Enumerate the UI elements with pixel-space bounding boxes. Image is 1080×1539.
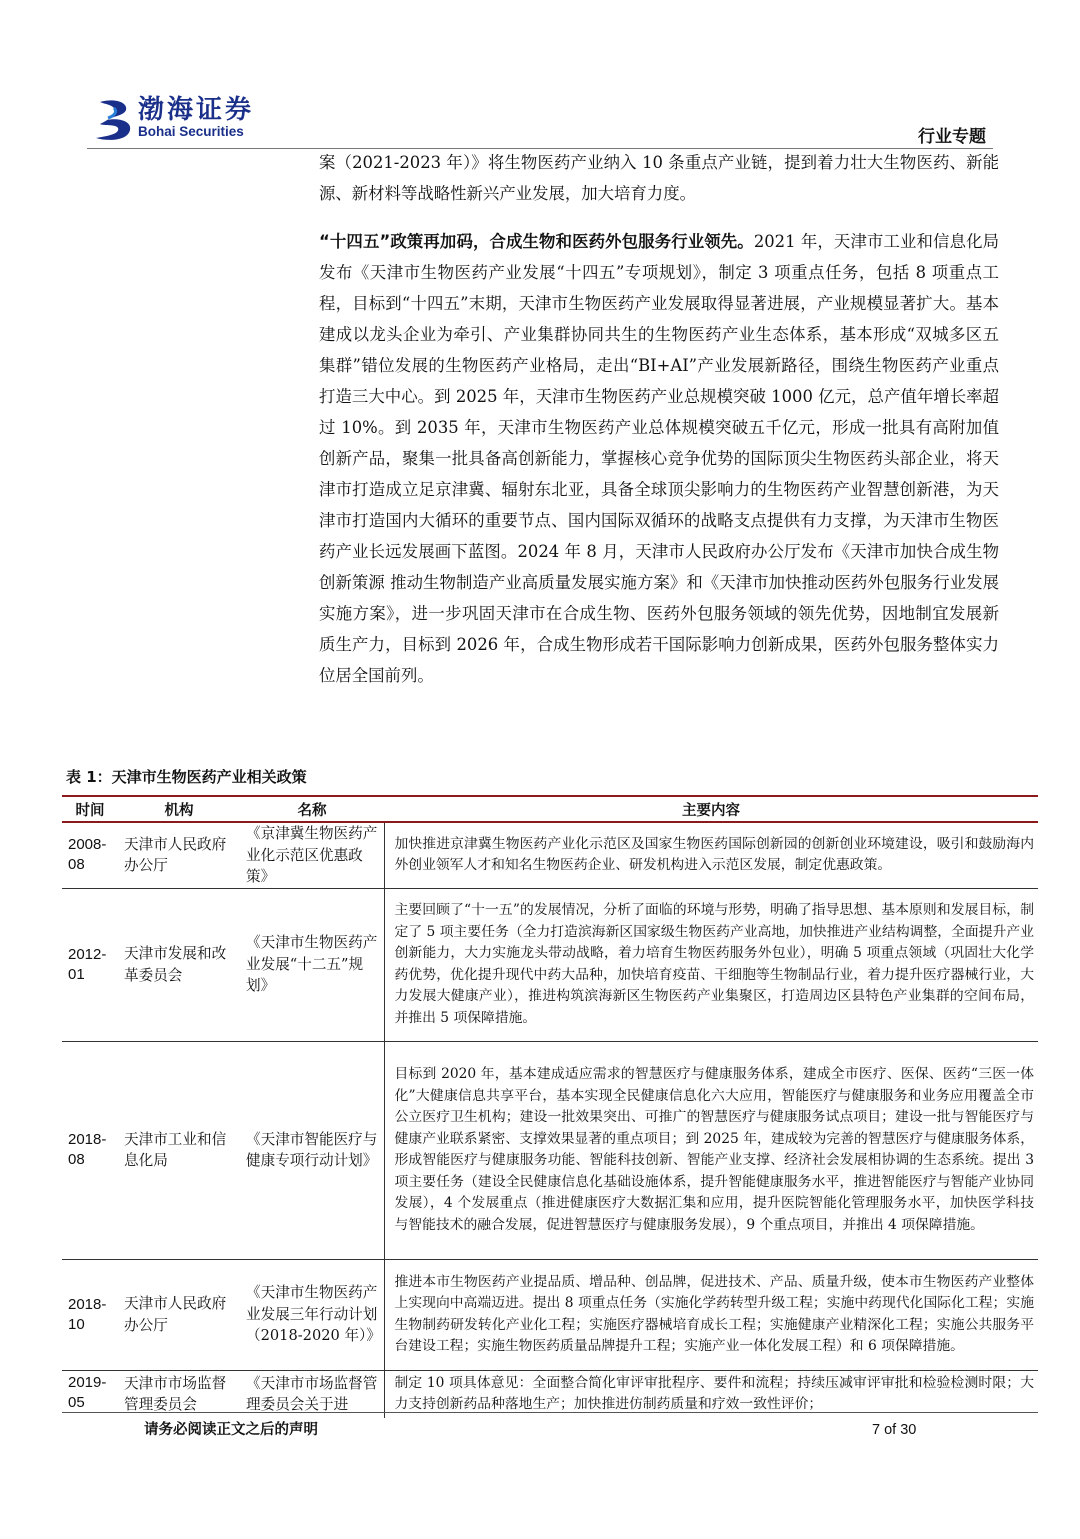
- header-time: 时间: [62, 796, 118, 822]
- cell-name: 《天津市生物医药产业发展“十二五”规划》: [240, 888, 384, 1041]
- table-row: [62, 822, 1038, 888]
- table-row: [62, 888, 1038, 1041]
- cell-content: 推进本市生物医药产业提品质、增品种、创品牌，促进技术、产品、质量升级，使本市生物医药产业整体上实现向中高端迈进。提出 8 项重点任务（实施化学药转型升级工程；实施中药现代化国际化工程；实施生物制药研发转化产业化工程；实施医疗器械培育成长工程；实施健康产业精深化工程；实施公共服务平台建设工程；实施生物医药质量品牌提升工程；实施产业一体化发展工程）和 6 项保障措施。: [384, 1259, 1038, 1370]
- logo-chinese-name: 渤海证券: [138, 95, 255, 125]
- footer-divider: [62, 1412, 1038, 1413]
- table-header-row: [62, 796, 1038, 822]
- section-title: 行业专题: [918, 127, 986, 147]
- header-org: 机构: [118, 796, 240, 822]
- cell-time: 2018-08: [62, 1041, 118, 1259]
- paragraph-1: [319, 147, 999, 209]
- header-content: 主要内容: [384, 796, 1038, 822]
- cell-name: 《天津市智能医疗与健康专项行动计划》: [240, 1041, 384, 1259]
- cell-name: 《天津市生物医药产业发展三年行动计划（2018-2020 年）》: [240, 1259, 384, 1370]
- page-number: 7 of 30: [872, 1422, 917, 1438]
- cell-org: 天津市人民政府办公厅: [118, 1259, 240, 1370]
- table-row: [62, 1259, 1038, 1370]
- paragraph-2-body: 2021 年，天津市工业和信息化局发布《天津市生物医药产业发展“十四五”专项规划》，制定 3 项重点任务，包括 8 项重点工程，目标到“十四五”末期，天津市生物医药产业发展取得显著进展，产业规模显著扩大。基本建成以龙头企业为牵引、产业集群协同共生的生物医药产业生态体系，基本形成“双城多区五集群”错位发展的生物医药产业格局，走出“BI+AI”产业发展新路径，围绕生物医药产业重点打造三大中心。到 2025 年，天津市生物医药产业总规模突破 1000 亿元，总产值年增长率超过 10%。到 2035 年，天津市生物医药产业总体规模突破五千亿元，形成一批具有高附加值创新产品，聚集一批具备高创新能力，掌握核心竞争优势的国际顶尖生物医药头部企业，将天津市打造成立足京津冀、辐射东北亚，具备全球顶尖影响力的生物医药产业智慧创新港，为天津市打造国内大循环的重要节点、国内国际双循环的战略支点提供有力支撑，为天津市生物医药产业长远发展画下蓝图。2024 年 8 月，天津市人民政府办公厅发布《天津市加快合成生物创新策源 推动生物制造产业高质量发展实施方案》和《天津市加快推动医药外包服务行业发展实施方案》，进一步巩固天津市在合成生物、医药外包服务领域的领先优势，因地制宜发展新质生产力，目标到 2026 年，合成生物形成若干国际影响力创新成果，医药外包服务整体实力位居全国前列。: [319, 232, 999, 685]
- policy-table: [62, 795, 1038, 1418]
- paragraph-1-text: 案（2021-2023 年）》将生物医药产业纳入 10 条重点产业链，提到着力壮大生物医药、新能源、新材料等战略性新兴产业发展，加大培育力度。: [319, 153, 999, 203]
- disclaimer-notice: 请务必阅读正文之后的声明: [144, 1422, 318, 1438]
- cell-time: 2019-05: [68, 1373, 107, 1411]
- cell-time: 2012-01: [62, 888, 118, 1041]
- cell-content: 加快推进京津冀生物医药产业化示范区及国家生物医药国际创新园的创新创业环境建设，吸引和鼓励海内外创业领军人才和知名生物医药企业、研发机构进入示范区发展，制定优惠政策。: [384, 822, 1038, 888]
- table-title: 表 1：天津市生物医药产业相关政策: [66, 768, 307, 786]
- cell-org: 天津市发展和改革委员会: [118, 888, 240, 1041]
- table-row: [62, 1370, 1038, 1418]
- cell-time: 2008-08: [62, 822, 118, 888]
- cell-org: 天津市市场监督管理委员会: [124, 1374, 227, 1413]
- cell-content: 目标到 2020 年，基本建成适应需求的智慧医疗与健康服务体系，建成全市医疗、医保、医药“三医一体化”大健康信息共享平台，基本实现全民健康信息化六大应用，智能医疗与健康服务和业务应用覆盖全市公立医疗卫生机构；建设一批效果突出、可推广的智慧医疗与健康服务试点项目；建设一批与智能医疗与健康产业联系紧密、支撑效果显著的重点项目；到 2025 年，建成较为完善的智慧医疗与健康服务体系，形成智能医疗与健康服务功能、智能科技创新、智能产业支撑、经济社会发展相协调的生态系统。提出 3 项主要任务（建设全民健康信息化基础设施体系，提升智能健康服务水平，推进智能医疗与智能产业协同发展），4 个发展重点（推进健康医疗大数据汇集和应用，提升医院智能化管理服务水平，加快医学科技与智能技术的融合发展，促进智慧医疗与健康服务发展），9 个重点项目，并推出 4 项保障措施。: [384, 1041, 1038, 1259]
- paragraph-2-text: [319, 226, 999, 691]
- cell-content: 制定 10 项具体意见：全面整合简化审评审批程序、要件和流程；持续压减审评审批和检验检测时限；大力支持创新药品种落地生产；加快推进仿制药质量和疗效一致性评价；: [394, 1374, 1034, 1412]
- paragraph-2-lead: “十四五”政策再加码，合成生物和医药外包服务行业领先。: [319, 232, 754, 251]
- cell-name: 《京津冀生物医药产业化示范区优惠政策》: [240, 822, 384, 888]
- table-row: [62, 1041, 1038, 1259]
- bohai-securities-logo: [94, 96, 294, 144]
- paragraph-2: [319, 226, 999, 691]
- logo-english-name: Bohai Securities: [138, 124, 244, 139]
- cell-time: 2018-10: [62, 1259, 118, 1370]
- cell-content: 主要回顾了“十一五”的发展情况，分析了面临的环境与形势，明确了指导思想、基本原则和发展目标，制定了 5 项主要任务（全力打造滨海新区国家级生物医药产业高地，加快推进产业结构调整，全面提升产业创新能力，大力实施龙头带动战略，着力培育生物医药服务外包业），明确 5 项重点领域（巩固壮大化学药优势，优化提升现代中药大品种，加快培育疫苗、干细胞等生物制品行业，着力提升医疗器械行业，大力发展大健康产业），推进构筑滨海新区生物医药产业集聚区，打造周边区县特色产业集群的空间布局，并推出 5 项保障措施。: [384, 888, 1038, 1041]
- bohai-logo-icon: [94, 98, 134, 142]
- header-name: 名称: [240, 796, 384, 822]
- cell-org: 天津市工业和信息化局: [118, 1041, 240, 1259]
- cell-name: 《天津市市场监督管理委员会关于进: [240, 1370, 384, 1418]
- cell-org: 天津市人民政府办公厅: [118, 822, 240, 888]
